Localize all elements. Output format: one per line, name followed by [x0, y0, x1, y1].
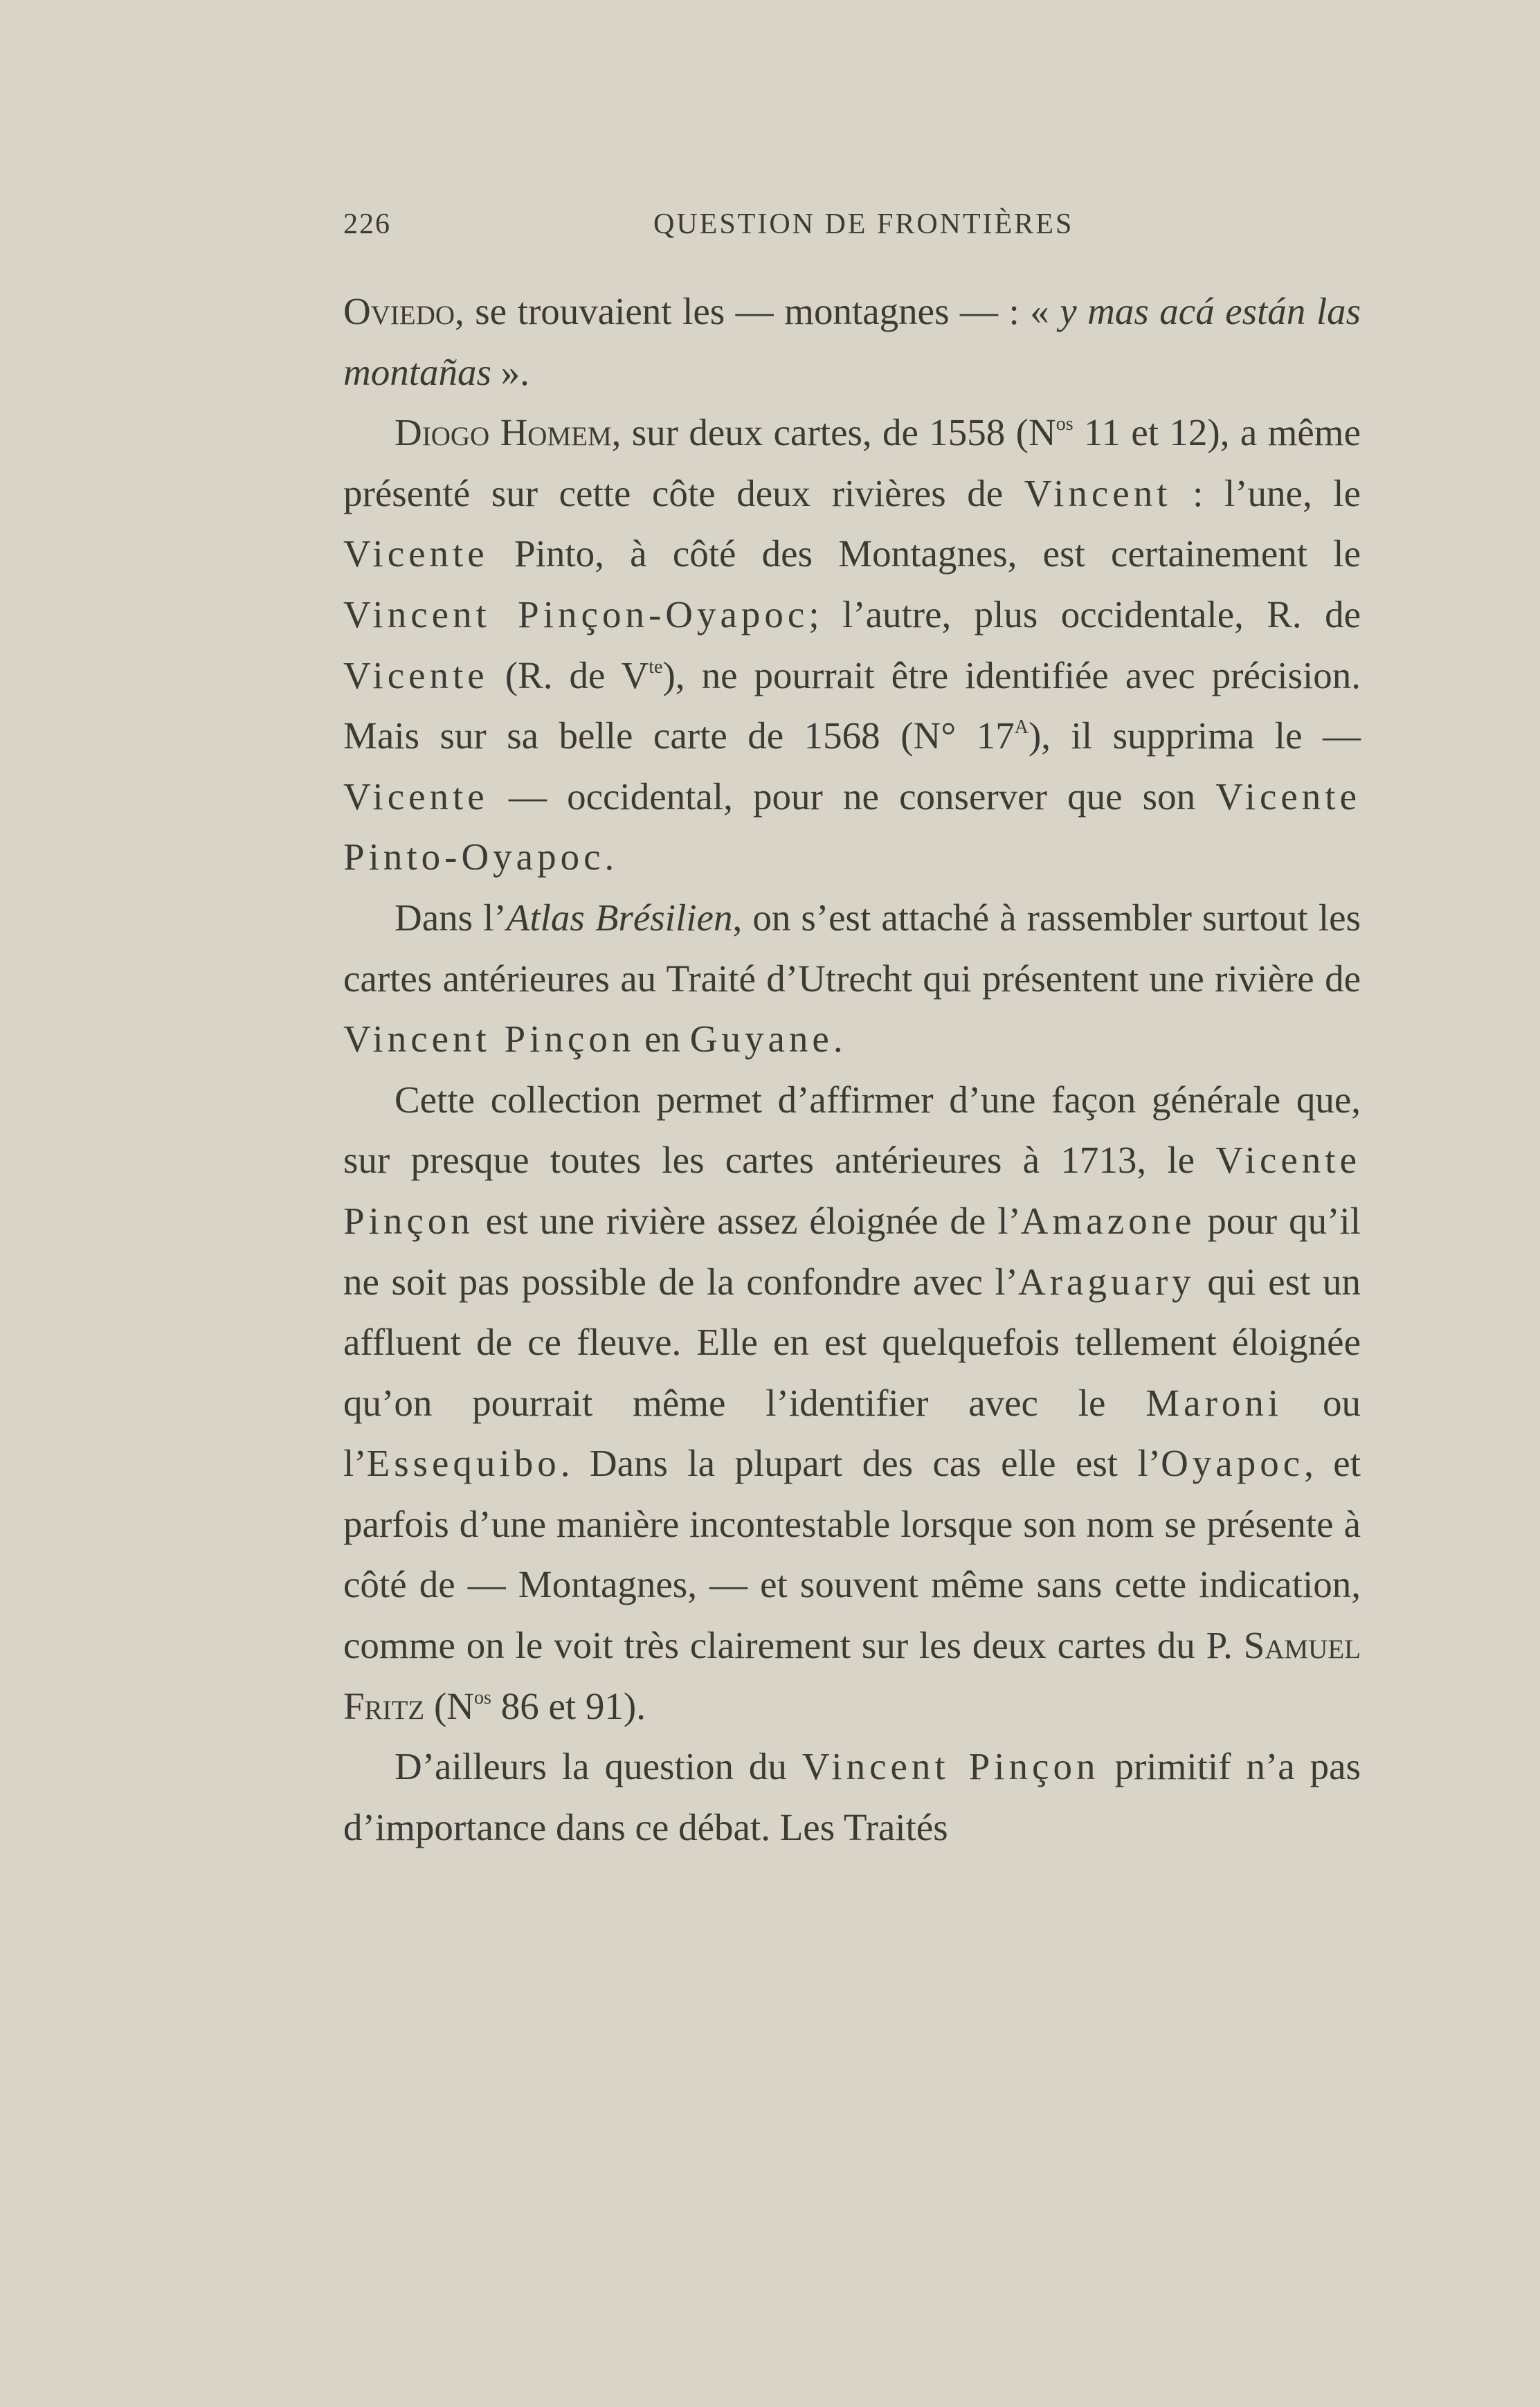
text-run: . [833, 1018, 843, 1061]
text-run: 86 et 91). [491, 1684, 646, 1727]
author-name: Diogo Homem [395, 411, 612, 454]
text-run: ou l’ [343, 1381, 1361, 1485]
text-run: , on s’est attaché à rassembler surtout les cartes antérieures au Traité d’Utrecht qui présentent une rivière de [343, 896, 1361, 1000]
text-run: (R. de V [488, 653, 649, 696]
paragraph [343, 1070, 1361, 1737]
text-run: , et parfois d’une manière incontestable lorsque son nom se présente à côté de — Montagnes, — et souvent même sans cette indication, comme on le voit très clairement sur les deux cartes du P. [343, 1442, 1361, 1667]
spaced-name: Vicente Pinçon [343, 1139, 1361, 1242]
text-run: pour qu’il ne soit pas possible de la confondre avec l’ [343, 1199, 1361, 1303]
text-run: D’ailleurs la question du [395, 1745, 802, 1788]
spaced-name: Vicente Pinto-Oyapoc [343, 775, 1361, 878]
paragraph [343, 887, 1361, 1070]
text-run: ; l’autre, plus occidentale, R. de [808, 593, 1361, 635]
italic-text: y mas acá están las montañas [343, 290, 1361, 393]
text-run: , sur deux cartes, de 1558 (N [611, 411, 1056, 454]
spaced-name: Araguary [1018, 1260, 1195, 1303]
spaced-name: Guyane [689, 1018, 833, 1061]
author-name: Samuel Fritz [343, 1624, 1361, 1727]
page-header [343, 208, 1361, 249]
spaced-name: Vicente [343, 775, 489, 818]
text-run: ». [491, 350, 529, 393]
text-run: : l’une, le [1171, 471, 1361, 514]
text-run: en [635, 1018, 690, 1061]
paragraph [343, 1736, 1361, 1857]
text-run: , se trouvaient les — montagnes — : « [455, 290, 1060, 332]
text-run: . Dans la plupart des cas elle est l’ [560, 1442, 1161, 1485]
text-run: primitif n’a pas d’importance dans ce débat. Les Traités [343, 1745, 1361, 1848]
spaced-name: Vincent Pinçon-Oyapoc [343, 593, 809, 635]
spaced-name: Maroni [1145, 1381, 1283, 1424]
body-text [343, 281, 1361, 1857]
superscript: os [1056, 413, 1074, 435]
text-run: ), il supprima le — [1028, 714, 1361, 757]
page-number: 226 [343, 208, 391, 240]
italic-text: Atlas Brésilien [506, 896, 733, 939]
spaced-name: Oyapoc [1161, 1442, 1305, 1485]
spaced-name: Vicente [343, 532, 489, 575]
paragraph [343, 281, 1361, 402]
text-run: est une rivière assez éloignée de l’ [473, 1199, 1021, 1242]
text-run: Dans l’ [395, 896, 507, 939]
superscript: A [1014, 716, 1029, 739]
spaced-name: Vincent [1024, 471, 1172, 514]
text-run: . [604, 836, 615, 878]
text-run: qui est un affluent de ce fleuve. Elle en est quelquefois tellement éloignée qu’on pourrait même l’identifier avec le [343, 1260, 1361, 1424]
text-run: Cette collection permet d’affirmer d’une façon générale que, sur presque toutes les cartes antérieures à 1713, le [343, 1078, 1361, 1182]
text-run: ), ne pourrait être identifiée avec précision. Mais sur sa belle carte de 1568 (N° 17 [343, 653, 1361, 757]
superscript: te [649, 656, 663, 678]
text-run: Pinto, à côté des Montagnes, est certainement le [488, 532, 1361, 575]
text-run: — occidental, pour ne conserver que son [488, 775, 1216, 818]
spaced-name: Vincent Pinçon [343, 1018, 635, 1061]
superscript: os [474, 1686, 491, 1709]
author-name: Oviedo [343, 290, 455, 332]
spaced-name: Amazone [1020, 1199, 1196, 1242]
spaced-name: Vincent Pinçon [801, 1745, 1100, 1788]
spaced-name: Essequibo [366, 1442, 561, 1485]
paragraph [343, 402, 1361, 887]
running-title: QUESTION DE FRONTIÈRES [653, 208, 1074, 240]
text-run: (N [424, 1684, 475, 1727]
spaced-name: Vicente [343, 653, 489, 696]
text-run: 11 et 12), a même présenté sur cette côte deux rivières de [343, 411, 1361, 514]
